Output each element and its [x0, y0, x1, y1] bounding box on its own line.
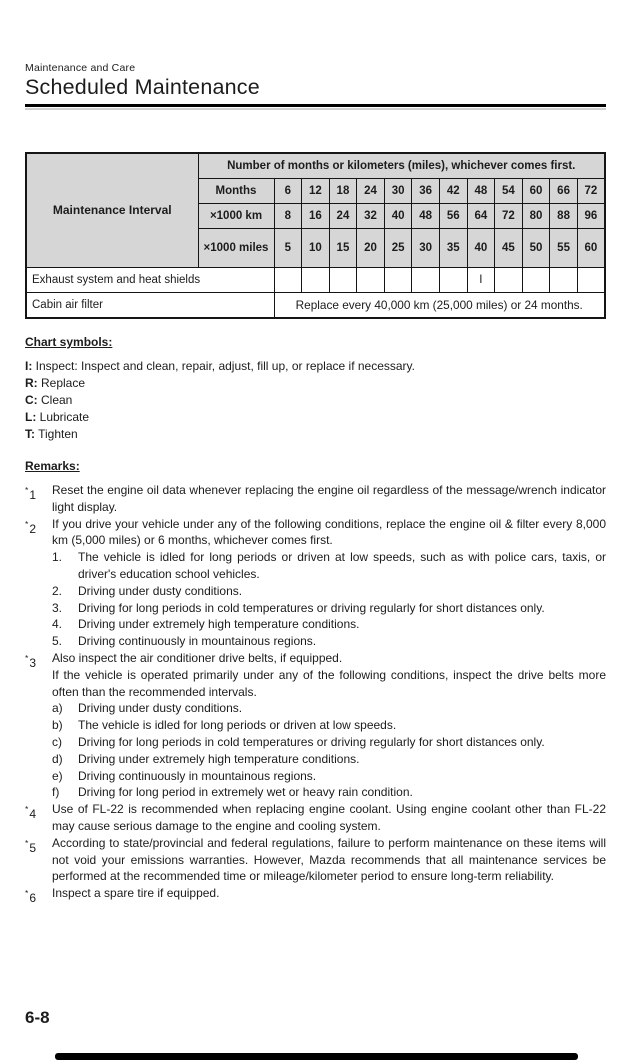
unit-row-label: Months — [198, 179, 274, 204]
item-interval-cell — [412, 268, 440, 293]
chart-symbol-letter: C: — [25, 393, 38, 407]
interval-value-cell: 42 — [439, 179, 467, 204]
remark-subitem — [52, 600, 606, 617]
remark-text: According to state/provincial and federal regulations, failure to perform maintenance on these items will not void your emissions warranties. However, Mazda recommends that all maintenance services be performed at the recommended time or mileage/kilometer period to ensure long-term reliability. — [52, 835, 606, 884]
remark-subitem-text: Driving for long period in extremely wet or heavy rain condition. — [78, 785, 413, 800]
remark-item — [25, 482, 606, 516]
remark-marker: *4 — [25, 804, 36, 822]
interval-value-cell: 5 — [274, 229, 302, 268]
asterisk-mark: * — [25, 837, 29, 848]
interval-value-cell: 96 — [577, 204, 605, 229]
item-interval-cell — [577, 268, 605, 293]
interval-value-cell: 32 — [357, 204, 385, 229]
chart-symbol-letter: R: — [25, 376, 38, 390]
chart-symbols-heading: Chart symbols: — [25, 335, 113, 349]
chart-symbol-item — [25, 409, 606, 426]
chart-symbol-text: Replace — [37, 376, 86, 390]
chart-symbols-section — [25, 335, 606, 443]
remark-subitem — [52, 549, 606, 583]
remark-subitem-text: Driving under dusty conditions. — [78, 583, 243, 598]
interval-value-cell: 24 — [329, 204, 357, 229]
interval-value-cell: 20 — [357, 229, 385, 268]
remark-text: If the vehicle is operated primarily under any of the following conditions, inspect the drive belts more often than the recommended intervals. — [52, 667, 606, 699]
interval-value-cell: 35 — [439, 229, 467, 268]
asterisk-mark: * — [25, 888, 29, 899]
item-interval-cell — [522, 268, 550, 293]
interval-value-cell: 45 — [495, 229, 523, 268]
chart-symbol-text: Tighten — [35, 427, 78, 441]
remark-subitem-text: Driving continuously in mountainous regions. — [78, 768, 317, 783]
interval-value-cell: 80 — [522, 204, 550, 229]
remark-subitem-marker: f) — [52, 785, 60, 800]
remark-item — [25, 801, 606, 835]
remark-text: Use of FL-22 is recommended when replacing engine coolant. Using engine coolant other than FL-22 may cause serious damage to the engine and cooling system. — [52, 802, 606, 833]
interval-value-cell: 16 — [302, 204, 330, 229]
remark-subitem-text: Driving under dusty conditions. — [78, 701, 243, 716]
remarks-section — [25, 459, 606, 907]
remark-marker: *6 — [25, 888, 36, 906]
title-rule-shadow — [25, 108, 606, 110]
maintenance-interval-label: Maintenance Interval — [26, 153, 198, 268]
bottom-bar — [55, 1053, 578, 1060]
interval-value-cell: 18 — [329, 179, 357, 204]
chart-symbol-item — [25, 375, 606, 392]
interval-value-cell: 40 — [467, 229, 495, 268]
interval-value-cell: 54 — [495, 179, 523, 204]
asterisk-mark: * — [25, 804, 29, 815]
unit-row-label: ×1000 km — [198, 204, 274, 229]
chart-symbol-letter: I: — [25, 359, 33, 373]
item-interval-cell — [302, 268, 330, 293]
interval-value-cell: 30 — [412, 229, 440, 268]
chart-symbol-text: Clean — [37, 393, 73, 407]
remark-subitem — [52, 583, 606, 600]
interval-value-cell: 66 — [550, 179, 578, 204]
item-interval-cell — [495, 268, 523, 293]
interval-value-cell: 56 — [439, 204, 467, 229]
asterisk-mark: * — [25, 485, 29, 495]
remark-subitem-marker: d) — [52, 751, 63, 766]
interval-value-cell: 6 — [274, 179, 302, 204]
remarks-heading: Remarks: — [25, 459, 80, 473]
interval-value-cell: 72 — [577, 179, 605, 204]
remark-text: Inspect a spare tire if equipped. — [52, 886, 220, 901]
item-interval-cell: I — [467, 268, 495, 293]
title-rule — [25, 104, 606, 107]
page-number: 6-8 — [25, 1008, 50, 1027]
item-interval-cell — [439, 268, 467, 293]
chart-symbol-letter: T: — [25, 427, 35, 441]
item-interval-cell — [274, 268, 302, 293]
interval-value-cell: 55 — [550, 229, 578, 268]
chart-symbols-list — [25, 358, 606, 443]
item-interval-cell — [329, 268, 357, 293]
chart-symbol-item — [25, 426, 606, 443]
interval-value-cell: 88 — [550, 204, 578, 229]
remark-subitem — [52, 717, 606, 734]
chart-symbol-text: Lubricate — [36, 410, 90, 424]
remark-subitem — [52, 700, 606, 717]
remark-subitem-marker: c) — [52, 734, 62, 749]
interval-value-cell: 60 — [522, 179, 550, 204]
interval-value-cell: 15 — [329, 229, 357, 268]
remark-marker: *3 — [25, 652, 36, 670]
remark-subitem-text: Driving under extremely high temperature conditions. — [78, 617, 360, 632]
interval-value-cell: 48 — [412, 204, 440, 229]
remark-subitem — [52, 751, 606, 768]
remark-subitem-text: Driving continuously in mountainous regions. — [78, 634, 317, 649]
chart-symbol-text: Inspect: Inspect and clean, repair, adjust, fill up, or replace if necessary. — [32, 359, 415, 373]
interval-value-cell: 64 — [467, 204, 495, 229]
item-interval-cell — [550, 268, 578, 293]
remark-subitem-marker: e) — [52, 768, 63, 783]
item-interval-cell — [357, 268, 385, 293]
remark-subitem — [52, 633, 606, 650]
interval-value-cell: 60 — [577, 229, 605, 268]
remark-subitem-marker: 1. — [52, 550, 63, 565]
remark-marker: *1 — [25, 485, 36, 502]
item-label-exhaust: Exhaust system and heat shields — [26, 268, 274, 293]
chart-symbol-item — [25, 392, 606, 409]
chart-symbol-letter: L: — [25, 410, 37, 424]
remark-subitem-text: Driving for long periods in cold temperatures or driving regularly for short distances only. — [78, 600, 545, 615]
remark-subitem — [52, 768, 606, 785]
interval-value-cell: 30 — [384, 179, 412, 204]
remark-text: Reset the engine oil data whenever replacing the engine oil regardless of the message/wrench indicator light display. — [52, 483, 606, 514]
remark-marker: *2 — [25, 518, 36, 536]
remark-item — [25, 885, 606, 907]
remark-text: If you drive your vehicle under any of the following conditions, replace the engine oil & filter every 8,000 km (5,000 miles) or 6 months, whichever comes first. — [52, 516, 606, 548]
remark-subitem-marker: 5. — [52, 634, 63, 649]
interval-value-cell: 40 — [384, 204, 412, 229]
manual-page — [0, 62, 631, 907]
remark-subitem-marker: 2. — [52, 583, 63, 598]
item-replace-note: Replace every 40,000 km (25,000 miles) or 24 months. — [274, 293, 605, 319]
remark-text: Also inspect the air conditioner drive belts, if equipped. — [52, 650, 343, 665]
remark-item — [25, 516, 606, 650]
remark-subitem-marker: 3. — [52, 600, 63, 615]
section-label: Maintenance and Care — [25, 62, 136, 74]
page-title: Scheduled Maintenance — [25, 75, 260, 99]
remark-subitem-marker: 4. — [52, 617, 63, 632]
item-label-cabin-filter: Cabin air filter — [26, 293, 274, 319]
remark-subitem-marker: b) — [52, 718, 63, 733]
remark-marker: *5 — [25, 837, 36, 855]
interval-value-cell: 36 — [412, 179, 440, 204]
interval-value-cell: 72 — [495, 204, 523, 229]
item-interval-cell — [384, 268, 412, 293]
remark-subitem-text: The vehicle is idled for long periods or driven at low speeds. — [78, 718, 397, 733]
remark-subitem — [52, 616, 606, 633]
remarks-list — [25, 482, 606, 907]
interval-value-cell: 24 — [357, 179, 385, 204]
interval-value-cell: 10 — [302, 229, 330, 268]
asterisk-mark: * — [25, 518, 29, 529]
interval-value-cell: 25 — [384, 229, 412, 268]
remark-subitem-text: Driving for long periods in cold temperatures or driving regularly for short distances only. — [78, 734, 545, 749]
remark-item — [25, 835, 606, 885]
interval-value-cell: 12 — [302, 179, 330, 204]
remark-subitem — [52, 734, 606, 751]
unit-row-label: ×1000 miles — [198, 229, 274, 268]
remark-subitem-text: Driving under extremely high temperature conditions. — [78, 751, 360, 766]
remark-item — [25, 650, 606, 801]
remark-subitem — [52, 784, 606, 801]
remark-subitem-text: The vehicle is idled for long periods or driven at low speeds, such as with police cars, taxis, or driver's education school vehicles. — [78, 550, 606, 581]
asterisk-mark: * — [25, 652, 29, 663]
interval-value-cell: 50 — [522, 229, 550, 268]
chart-symbol-item — [25, 358, 606, 375]
maintenance-table — [25, 152, 606, 319]
remark-subitem-marker: a) — [52, 701, 63, 716]
interval-value-cell: 8 — [274, 204, 302, 229]
interval-value-cell: 48 — [467, 179, 495, 204]
table-span-header: Number of months or kilometers (miles), whichever comes first. — [198, 153, 605, 179]
